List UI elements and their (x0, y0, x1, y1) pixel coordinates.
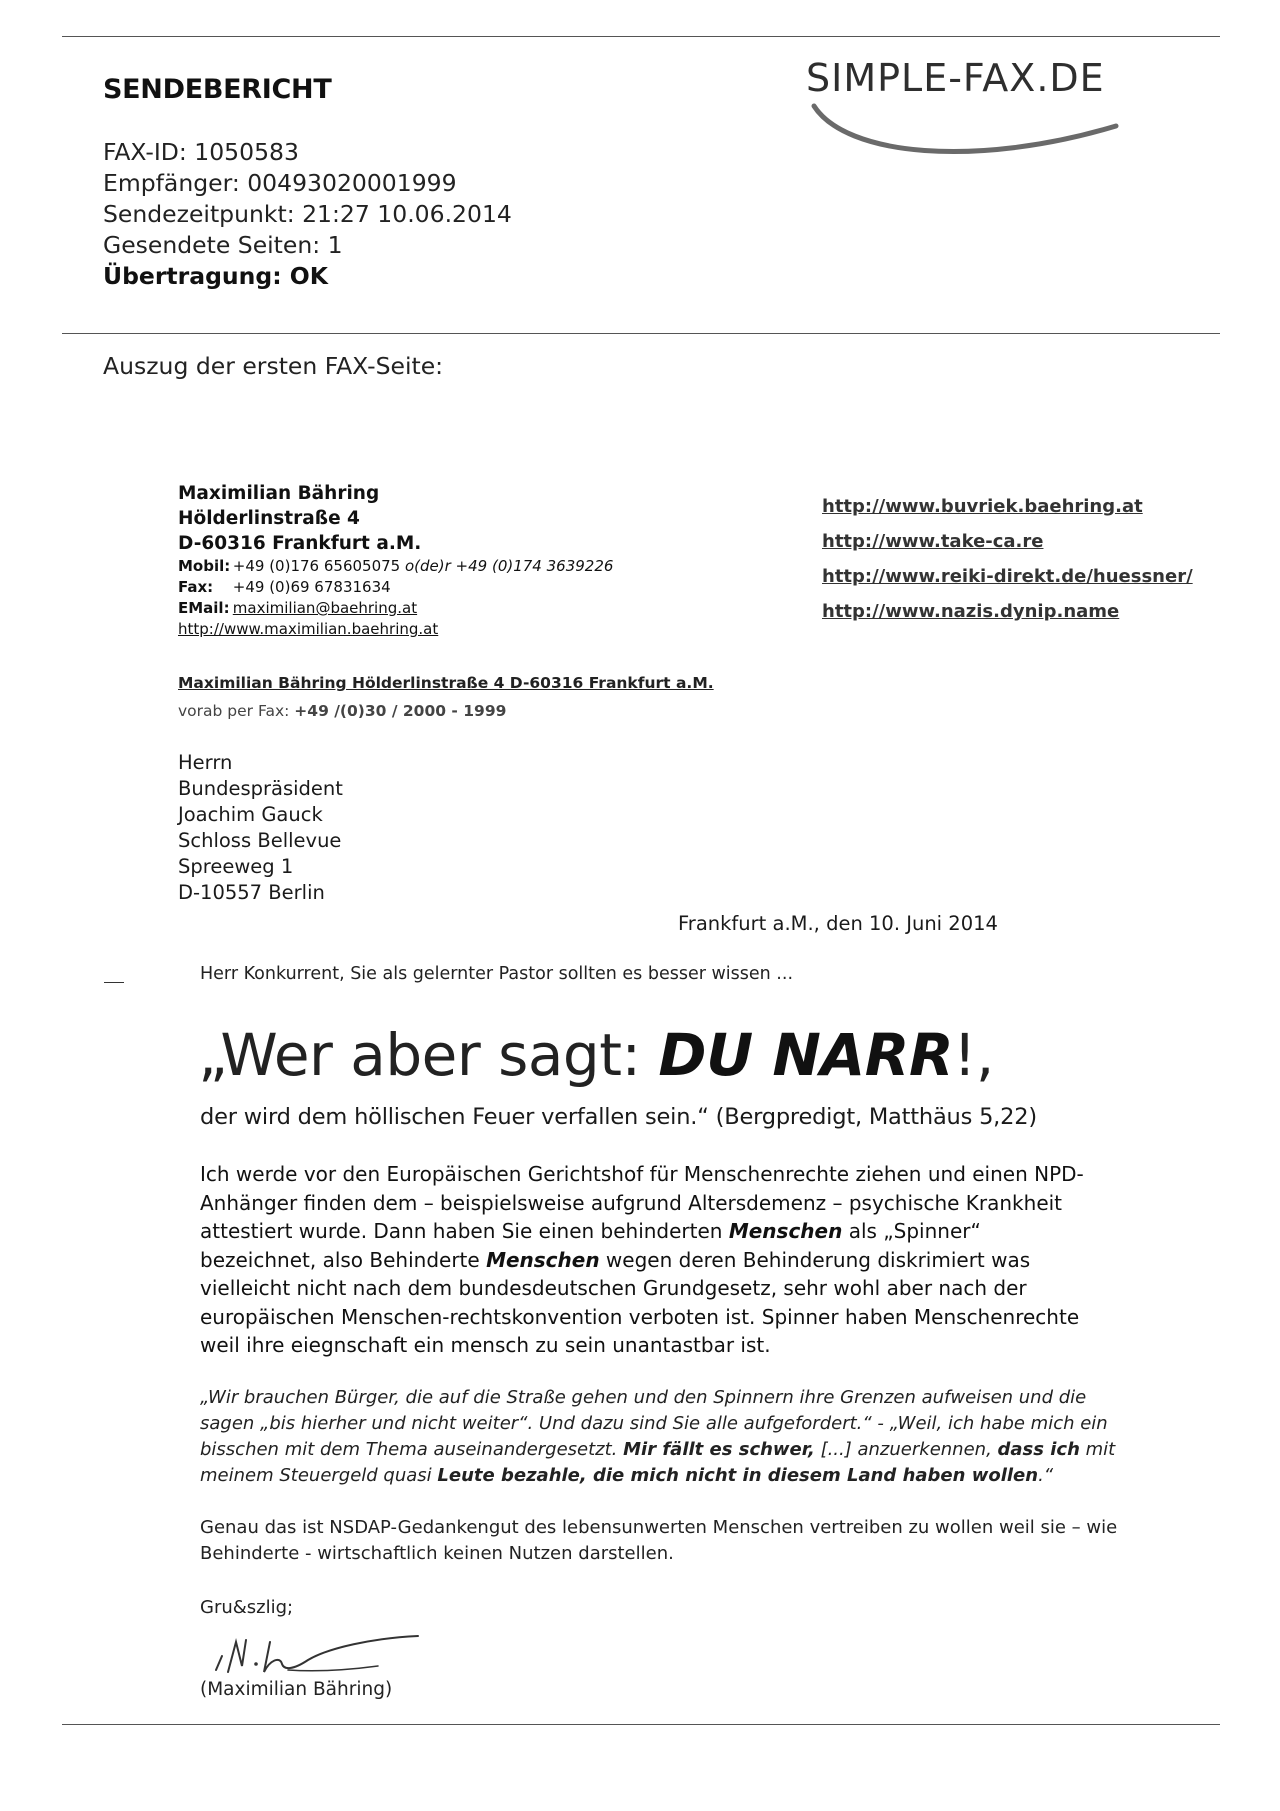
sender-city: D-60316 Frankfurt a.M. (178, 533, 422, 554)
mobile-label: Mobil: (178, 557, 231, 575)
headline-quote-end: !, (953, 1021, 994, 1089)
body-text: als „Spinner“ bezeichnet, also Behinderte (200, 1219, 981, 1272)
fax-prefix-number: +49 /(0)30 / 2000 - 1999 (294, 702, 507, 720)
sender-fax (178, 577, 613, 598)
quote-emphasis: dass ich (997, 1439, 1080, 1460)
mobile-alt: o(de)r +49 (0)174 3639226 (404, 557, 614, 575)
sender-name: Maximilian Bähring (178, 483, 380, 504)
body-text: Ich werde vor den Europäischen Gerichtshof für Menschenrechte ziehen und einen NPD-Anhänger finden dem – beispielsweise aufgrund Altersdemenz – psychische Krankheit attestiert wurde. Dann haben Sie einen behinderten (200, 1162, 1084, 1243)
body-emphasis: Menschen (486, 1247, 600, 1272)
report-title: SENDEBERICHT (103, 74, 332, 105)
quote-text: [...] anzuerkennen, (814, 1439, 998, 1460)
sender-email (178, 598, 613, 619)
quote-text: mit meinem Steuergeld quasi (200, 1439, 1116, 1486)
send-time: Sendezeitpunkt: 21:27 10.06.2014 (103, 200, 512, 228)
sender-website-link[interactable]: http://www.maximilian.baehring.at (178, 620, 439, 638)
web-links (822, 489, 1193, 629)
recipient-number: Empfänger: 00493020001999 (103, 169, 457, 197)
date-line: Frankfurt a.M., den 10. Juni 2014 (678, 912, 998, 935)
fax-prefix (178, 702, 506, 720)
recipient-address (178, 750, 343, 906)
italic-quote (200, 1385, 1120, 1489)
middle-divider (62, 333, 1220, 334)
recipient-line: Herrn (178, 751, 233, 774)
closing-paragraph: Genau das ist NSDAP-Gedankengut des lebensunwerten Menschen vertreiben zu wollen weil sie – wie Behinderte - wirtschaftlich keinen Nutzen darstellen. (200, 1517, 1118, 1564)
top-divider (62, 36, 1220, 37)
email-label: EMail: (178, 599, 230, 617)
fax-value: +49 (0)69 67831634 (232, 578, 391, 596)
headline-quote (198, 1020, 994, 1090)
sender-street: Hölderlinstraße 4 (178, 508, 360, 529)
return-address: Maximilian Bähring Hölderlinstraße 4 D-60316 Frankfurt a.M. (178, 674, 714, 692)
mobile-value: +49 (0)176 65605075 (232, 557, 401, 575)
fax-label: Fax: (178, 578, 214, 596)
greeting: Gru&szlig; (200, 1597, 294, 1618)
headline-quote-start: „Wer aber sagt: (198, 1021, 659, 1089)
web-link[interactable]: http://www.take-ca.re (822, 531, 1044, 552)
recipient-line: Bundespräsident (178, 777, 343, 800)
body-emphasis: Menschen (728, 1219, 843, 1243)
recipient-line: Joachim Gauck (178, 803, 323, 826)
pages-sent: Gesendete Seiten: 1 (103, 231, 343, 259)
web-link[interactable]: http://www.buvriek.baehring.at (822, 496, 1143, 517)
excerpt-label: Auszug der ersten FAX-Seite: (103, 352, 444, 380)
quote-text: .“ (1038, 1465, 1054, 1486)
recipient-line: Spreeweg 1 (178, 855, 294, 878)
recipient-line: D-10557 Berlin (178, 881, 325, 904)
quote-text: „Wir brauchen Bürger, die auf die Straße gehen und den Spinnern ihre Grenzen aufweisen und die sagen „bis hierher und nicht weiter“. Und dazu sind Sie alle aufgefordert.“ - „Weil, ich habe mich ein bisschen mit dem Thema auseinandergesetzt. (200, 1387, 1108, 1460)
web-link[interactable]: http://www.reiki-direkt.de/huessner/ (822, 566, 1193, 587)
fax-id: FAX-ID: 1050583 (103, 138, 299, 166)
quote-emphasis: Leute bezahle, die mich nicht in diesem Land haben wollen (437, 1465, 1039, 1486)
logo-text: SIMPLE-FAX.DE (806, 56, 1105, 100)
recipient-line: Schloss Bellevue (178, 829, 342, 852)
email-link[interactable]: maximilian@baehring.at (232, 599, 418, 617)
transmission-status: Übertragung: OK (103, 262, 328, 290)
headline-quote-source: der wird dem höllischen Feuer verfallen sein.“ (Bergpredigt, Matthäus 5,22) (200, 1104, 1037, 1130)
quote-emphasis: Mir fällt es schwer, (623, 1439, 815, 1460)
sender-block (178, 481, 613, 640)
sender-mobile (178, 556, 613, 577)
simple-fax-logo (806, 56, 1226, 164)
headline-quote-shout: DU NARR (658, 1021, 954, 1089)
bottom-divider (62, 1724, 1220, 1725)
signer-name: (Maximilian Bähring) (200, 1679, 393, 1700)
fax-prefix-label: vorab per Fax: (178, 702, 290, 720)
signature-icon (198, 1612, 438, 1684)
body-paragraph (200, 1160, 1100, 1360)
subject-line: Herr Konkurrent, Sie als gelernter Pastor sollten es besser wissen ... (200, 964, 794, 984)
body-text: wegen deren Behinderung diskrimiert was vielleicht nicht nach dem bundesdeutschen Grundgesetz, sehr wohl aber nach der europäischen Menschen-rechtskonvention verboten ist. Spinner haben Menschenrechte weil ihre eiegnschaft ein mensch zu sein unantastbar ist. (200, 1247, 1080, 1357)
fold-mark (104, 982, 124, 983)
web-link[interactable]: http://www.nazis.dynip.name (822, 601, 1120, 622)
report-meta (103, 137, 512, 292)
